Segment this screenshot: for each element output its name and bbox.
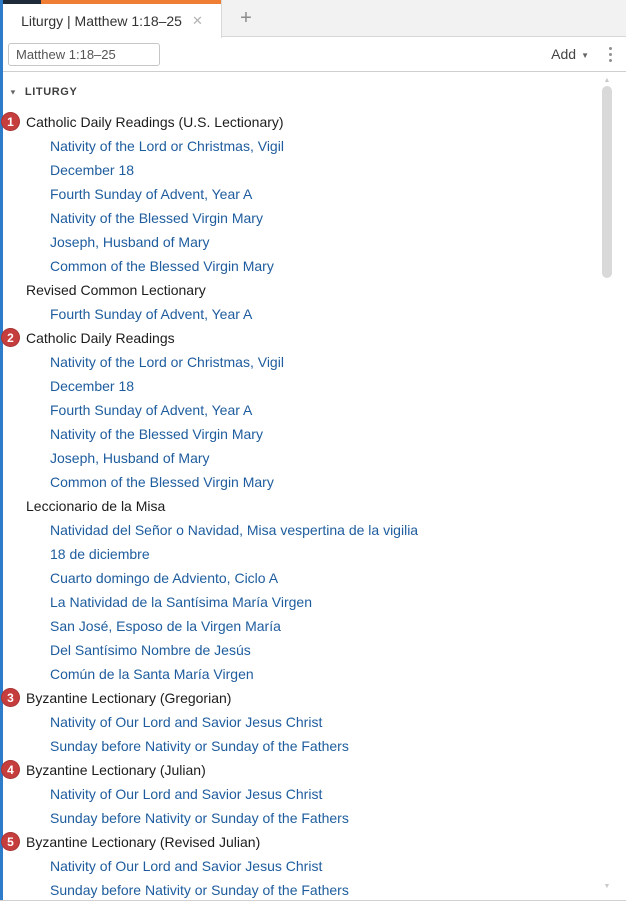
reading-link[interactable]: Fourth Sunday of Advent, Year A	[50, 402, 253, 418]
numbered-badge: 4	[1, 760, 20, 779]
section-title: Byzantine Lectionary (Revised Julian)	[26, 834, 261, 850]
tab-title: Liturgy | Matthew 1:18–25	[21, 12, 182, 29]
sections-container	[0, 110, 626, 901]
tab-accent-orange	[41, 0, 221, 4]
reading-link[interactable]: Nativity of the Lord or Christmas, Vigil	[50, 138, 284, 154]
reading-link[interactable]: Sunday before Nativity or Sunday of the Fathers	[50, 882, 349, 898]
add-button-label: Add	[551, 46, 577, 62]
section-title: Revised Common Lectionary	[26, 282, 206, 298]
section-title: Catholic Daily Readings (U.S. Lectionary)	[26, 114, 284, 130]
section-title: Byzantine Lectionary (Gregorian)	[26, 690, 232, 706]
tab-close-icon[interactable]: ✕	[191, 12, 203, 28]
reference-input[interactable]	[8, 43, 160, 66]
reading-link[interactable]: Nativity of the Blessed Virgin Mary	[50, 210, 263, 226]
toolbar-right-group	[551, 44, 616, 65]
reading-link[interactable]: Nativity of the Lord or Christmas, Vigil	[50, 354, 284, 370]
reading-link[interactable]: Nativity of the Blessed Virgin Mary	[50, 426, 263, 442]
tab-bar	[0, 0, 626, 37]
group-label: LITURGY	[24, 86, 78, 98]
section-title: Catholic Daily Readings	[26, 330, 175, 346]
section-header	[0, 110, 626, 134]
numbered-badge: 2	[1, 328, 20, 347]
reading-link[interactable]: Common of the Blessed Virgin Mary	[50, 258, 274, 274]
section-header	[0, 278, 626, 302]
reading-link[interactable]: San José, Esposo de la Virgen María	[50, 618, 281, 634]
section-header	[0, 830, 626, 854]
scrollbar-thumb[interactable]	[602, 86, 612, 278]
reading-link[interactable]: December 18	[50, 162, 135, 178]
tab-liturgy[interactable]	[3, 0, 222, 38]
panel-menu-icon[interactable]	[605, 44, 616, 65]
section-header	[0, 494, 626, 518]
tab-accent-navy	[3, 0, 41, 4]
reading-link[interactable]: Fourth Sunday of Advent, Year A	[50, 186, 253, 202]
numbered-badge: 5	[1, 832, 20, 851]
reading-link[interactable]: Sunday before Nativity or Sunday of the Fathers	[50, 810, 349, 826]
numbered-badge: 3	[1, 688, 20, 707]
collapse-triangle-icon[interactable]: ▼	[9, 87, 17, 97]
reading-link[interactable]: Nativity of Our Lord and Savior Jesus Christ	[50, 786, 323, 802]
panel-toolbar	[0, 37, 626, 72]
liturgy-list	[0, 72, 626, 901]
reading-link[interactable]: Fourth Sunday of Advent, Year A	[50, 306, 253, 322]
reading-link[interactable]: La Natividad de la Santísima María Virgen	[50, 594, 312, 610]
group-header-liturgy[interactable]	[0, 80, 626, 104]
scrollbar-up-arrow-icon[interactable]: ▲	[603, 77, 611, 84]
scrollbar-down-arrow-icon[interactable]: ▼	[603, 883, 611, 890]
reading-link[interactable]: Common of the Blessed Virgin Mary	[50, 474, 274, 490]
reading-link[interactable]: Nativity of Our Lord and Savior Jesus Christ	[50, 714, 323, 730]
reading-link[interactable]: December 18	[50, 378, 135, 394]
reading-link[interactable]: Cuarto domingo de Adviento, Ciclo A	[50, 570, 279, 586]
section-header	[0, 686, 626, 710]
reading-link[interactable]: Nativity of Our Lord and Savior Jesus Christ	[50, 858, 323, 874]
new-tab-button[interactable]: +	[240, 6, 252, 29]
add-button[interactable]	[551, 46, 589, 62]
section-title: Leccionario de la Misa	[26, 498, 166, 514]
reading-link[interactable]: Del Santísimo Nombre de Jesús	[50, 642, 251, 658]
section-header	[0, 326, 626, 350]
reading-link[interactable]: Joseph, Husband of Mary	[50, 450, 210, 466]
section-title: Byzantine Lectionary (Julian)	[26, 762, 206, 778]
chevron-down-icon: ▼	[581, 50, 589, 60]
numbered-badge: 1	[1, 112, 20, 131]
reading-link[interactable]: 18 de diciembre	[50, 546, 150, 562]
section-header	[0, 758, 626, 782]
reading-link[interactable]: Joseph, Husband of Mary	[50, 234, 210, 250]
reading-link[interactable]: Común de la Santa María Virgen	[50, 666, 254, 682]
reading-link[interactable]: Sunday before Nativity or Sunday of the Fathers	[50, 738, 349, 754]
reading-link[interactable]: Natividad del Señor o Navidad, Misa vespertina de la vigilia	[50, 522, 419, 538]
